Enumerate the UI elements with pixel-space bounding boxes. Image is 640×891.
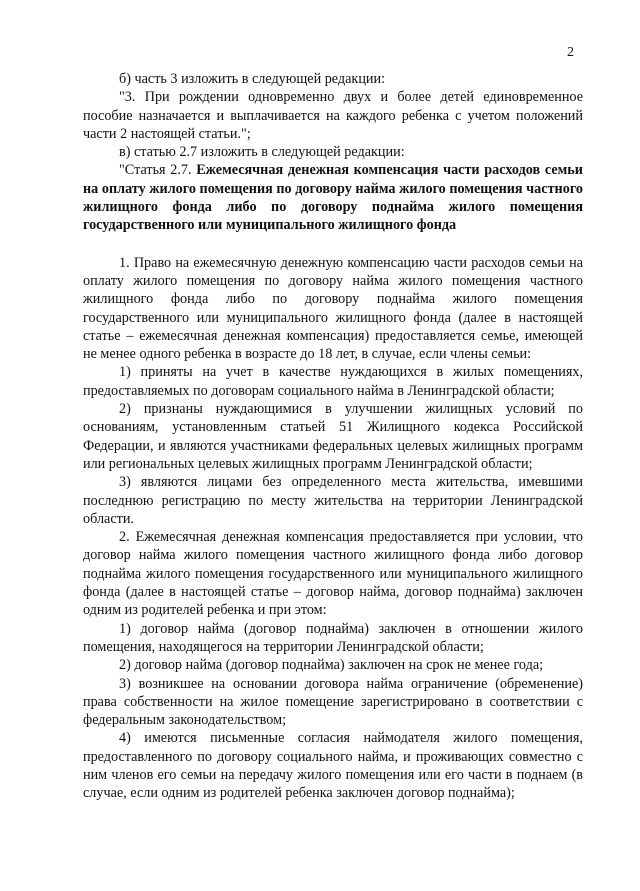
paragraph: 2. Ежемесячная денежная компенсация предоставляется при условии, что договор найма жилого помещения частного жилищного фонда либо договор поднайма жилого помещения государственного или муниципального жилищного фонда (далее в настоящей статье – договор найма, договор поднайма) заключен одним из родителей ребенка и при этом: <box>83 529 583 619</box>
paragraph: 3) являются лицами без определенного места жительства, имевшими последнюю регистрацию по месту жительства на территории Ленинградской области. <box>83 474 583 527</box>
paragraph: 2) договор найма (договор поднайма) заключен на срок не менее года; <box>119 657 544 674</box>
article-number: "Статья 2.7. <box>119 162 197 179</box>
document-body <box>83 70 583 803</box>
paragraph: 4) имеются письменные согласия наймодателя жилого помещения, предоставленного по договору социального найма, и проживающих совместно с ним членов его семьи на передачу жилого помещения или его части в поднаем (в случае, если одним из родителей ребенка заключен договор поднайма); <box>83 730 583 802</box>
paragraph: в) статью 2.7 изложить в следующей редакции: <box>119 144 405 161</box>
paragraph: б) часть 3 изложить в следующей редакции: <box>119 71 386 87</box>
paragraph: 3) возникшее на основании договора найма ограничение (обременение) права собственности на жилое помещение зарегистрировано в соответствии с федеральным законодательством; <box>83 675 583 729</box>
article-heading <box>83 161 583 234</box>
paragraph: 2) признаны нуждающимися в улучшении жилищных условий по основаниям, установленным статьей 51 Жилищного кодекса Российской Федерации, и являются участниками федеральных целевых жилищных программ или региональных целевых жилищных программ Ленинградской области; <box>83 401 583 472</box>
article-title: Ежемесячная денежная компенсация части расходов семьи на оплату жилого помещения по договору найма жилого помещения частного жилищного фонда либо по договору поднайма жилого помещения государственного или муниципального жилищного фонда <box>83 162 583 234</box>
paragraph: 1) приняты на учет в качестве нуждающихся в жилых помещениях, предоставляемых по договорам социального найма в Ленинградской области; <box>83 364 583 399</box>
page-number: 2 <box>567 45 574 60</box>
paragraph: "3. При рождении одновременно двух и более детей единовременное пособие назначается и выплачивается на каждого ребенка с учетом положений части 2 настоящей статьи."; <box>83 89 583 142</box>
paragraph: 1. Право на ежемесячную денежную компенсацию части расходов семьи на оплату жилого помещения по договору найма жилого помещения частного жилищного фонда либо по договору поднайма жилого помещения государственного или муниципального жилищного фонда (далее в настоящей статье – ежемесячная денежная компенсация) предоставляется семье, имеющей не менее одного ребенка в возрасте до 18 лет, в случае, если члены семьи: <box>83 254 583 363</box>
paragraph: 1) договор найма (договор поднайма) заключен в отношении жилого помещения, находящегося на территории Ленинградской области; <box>83 620 583 655</box>
